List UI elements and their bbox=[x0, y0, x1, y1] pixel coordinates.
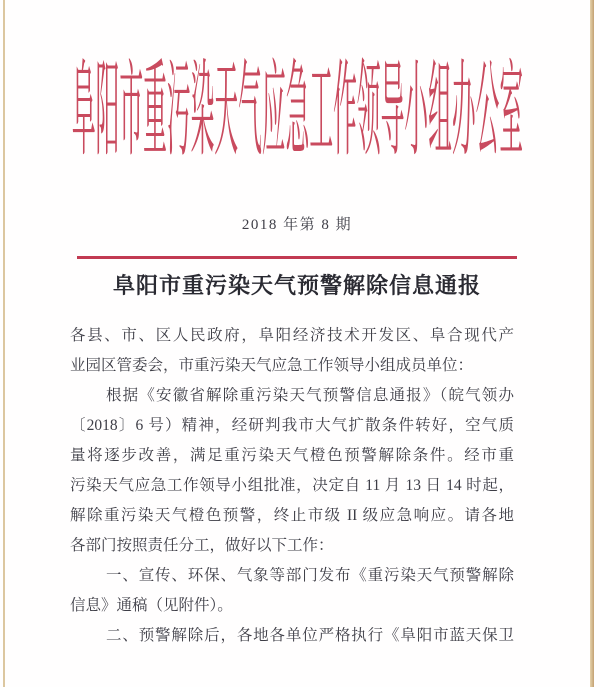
body-line: 一、宣传、环保、气象等部门发布《重污染天气预警解除 bbox=[106, 567, 514, 584]
org-masthead-title: 阜阳市重污染天气应急工作领导小组办公室 bbox=[71, 52, 523, 169]
document-body bbox=[70, 321, 514, 651]
body-line: 污染天气应急工作领导小组批准，决定自 11 月 13 日 14 时起， bbox=[70, 477, 514, 494]
body-line: 二、预警解除后，各地各单位严格执行《阜阳市蓝天保卫 bbox=[106, 627, 514, 644]
body-line: 各县、市、区人民政府，阜阳经济技术开发区、阜合现代产 bbox=[70, 327, 514, 344]
issue-number: 2018 年第 8 期 bbox=[241, 217, 353, 233]
body-line: 业园区管委会，市重污染天气应急工作领导小组成员单位： bbox=[70, 357, 474, 374]
body-line: 各部门按照责任分工，做好以下工作： bbox=[70, 537, 334, 554]
body-line: 量将逐步改善，满足重污染天气橙色预警解除条件。经市重 bbox=[70, 447, 514, 464]
document-title: 阜阳市重污染天气预警解除信息通报 bbox=[112, 273, 481, 298]
body-line: 根据《安徽省解除重污染天气预警信息通报》（皖气领办 bbox=[106, 387, 514, 404]
body-line: 解除重污染天气橙色预警，终止市级 II 级应急响应。请各地 bbox=[70, 507, 514, 524]
body-line: 信息》通稿（见附件）。 bbox=[70, 597, 233, 614]
red-divider-line bbox=[77, 256, 517, 259]
masthead-container bbox=[0, 52, 594, 169]
body-line: 〔2018〕6 号）精神，经研判我市大气扩散条件转好，空气质 bbox=[70, 417, 514, 434]
